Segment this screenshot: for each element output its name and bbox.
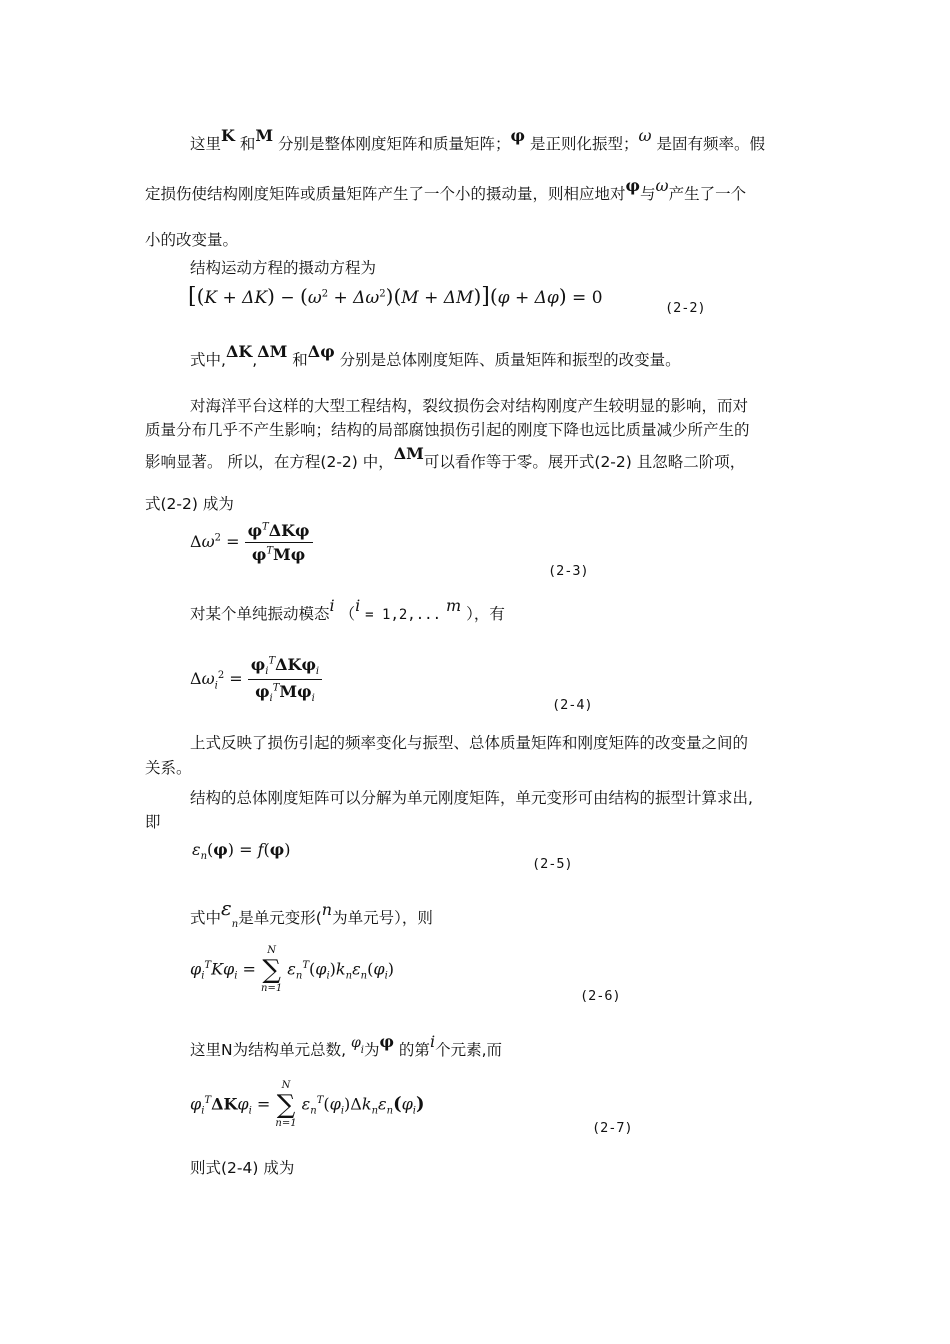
equation-2-7: $\varphi_i^T\Delta K\varphi_i$ = N ∑ n=1 $\varepsilon_n^T(\varphi_i)\Delta k_n\varepsilon_n(\varphi_i)$ bbox=[190, 1080, 425, 1129]
text: 分别是整体刚度矩阵和质量矩阵； bbox=[278, 135, 511, 153]
text: 和 bbox=[239, 135, 256, 153]
text: 是单元变形( bbox=[238, 909, 322, 927]
equation-number: (2-3) bbox=[548, 563, 589, 579]
symbol-delta-M: ΔM bbox=[257, 342, 288, 361]
para-9: 这里N为结构单元总数, $\varphi_i$为φ 的第i个元素,而 bbox=[190, 1032, 502, 1059]
text: 为 bbox=[363, 1041, 380, 1059]
text: ），有 bbox=[466, 605, 505, 623]
para-1-line-1 bbox=[190, 126, 765, 154]
text: 和 bbox=[292, 351, 308, 369]
text: 对某个单纯振动模态 bbox=[190, 605, 330, 623]
text: , bbox=[252, 351, 258, 369]
symbol-delta-phi: Δφ bbox=[307, 342, 335, 361]
text: 分别是总体刚度矩阵、质量矩阵和振型的改变量。 bbox=[339, 351, 681, 369]
symbol-i: i bbox=[429, 1032, 436, 1051]
symbol-i: i bbox=[355, 596, 361, 615]
text: 是固有频率。假 bbox=[656, 135, 765, 153]
equation-number: (2-2) bbox=[665, 300, 706, 316]
text: 为单元号），则 bbox=[332, 909, 433, 927]
para-8 bbox=[190, 896, 433, 935]
text: 产生了一个 bbox=[668, 185, 747, 203]
text: 这里 bbox=[190, 135, 222, 153]
text: 这里N为结构单元总数, bbox=[190, 1041, 347, 1059]
symbol-phi: φ bbox=[625, 176, 640, 195]
symbol-K: K bbox=[221, 126, 235, 145]
para-1-line-2 bbox=[145, 176, 747, 204]
text: = 1,2,... bbox=[365, 607, 442, 623]
equation-2-3: $\Delta\omega^2$ = $\frac{\varphi^T\Delta K\varphi}{\varphi^TM\varphi}$ bbox=[190, 521, 313, 564]
para-5 bbox=[190, 596, 505, 625]
para-3 bbox=[190, 342, 681, 370]
text: 式中 bbox=[190, 909, 222, 927]
para-7-line-2: 即 bbox=[145, 813, 161, 831]
symbol-omega: ω bbox=[638, 126, 652, 145]
symbol-delta-K: ΔK bbox=[225, 342, 253, 361]
text: （ bbox=[339, 605, 356, 623]
para-1-line-3: 小的改变量。 bbox=[145, 231, 239, 249]
symbol-m: m bbox=[445, 596, 462, 615]
equation-number: (2-5) bbox=[532, 856, 573, 872]
equation-number: (2-7) bbox=[592, 1120, 633, 1136]
text: 个元素,而 bbox=[435, 1041, 502, 1059]
equation-number: (2-6) bbox=[580, 988, 621, 1004]
symbol-phi-i: φ bbox=[350, 1035, 361, 1051]
text: 式中, bbox=[190, 351, 226, 369]
para-6-line-2: 关系。 bbox=[145, 759, 192, 777]
para-7-line-1: 结构的总体刚度矩阵可以分解为单元刚度矩阵，单元变形可由结构的振型计算求出, bbox=[190, 789, 753, 807]
equation-2-2: $[(K + \Delta K) - (\omega^2 + \Delta\omega^2)(M + \Delta M)](\varphi + \Delta\varphi) = 0$ bbox=[188, 284, 603, 309]
symbol-epsilon: ε bbox=[221, 896, 232, 920]
symbol-phi: φ bbox=[379, 1032, 394, 1051]
para-4-line-2: 质量分布几乎不产生影响；结构的局部腐蚀损伤引起的刚度下降也远比质量减少所产生的 bbox=[145, 421, 750, 439]
text: 与 bbox=[640, 185, 656, 203]
symbol-omega: ω bbox=[655, 176, 669, 195]
symbol-n: n bbox=[321, 900, 333, 919]
symbol-i: i bbox=[329, 596, 335, 615]
equation-number: (2-4) bbox=[552, 697, 593, 713]
symbol-phi: φ bbox=[510, 126, 526, 145]
symbol-n: n bbox=[231, 919, 239, 931]
equation-2-6: $\varphi_i^TK\varphi_i$ = N ∑ n=1 $\varepsilon_n^T(\varphi_i)k_n\varepsilon_n(\varphi_i)$ bbox=[190, 945, 395, 994]
para-4-line-3 bbox=[145, 444, 746, 472]
equation-2-4: $\Delta\omega_i^2$ = $\frac{\varphi_i^T\Delta K\varphi_i}{\varphi_i^TM\varphi_i}$ bbox=[190, 655, 322, 704]
symbol-M: M bbox=[255, 126, 274, 145]
para-10: 则式(2-4) 成为 bbox=[190, 1159, 295, 1177]
text: 定损伤使结构刚度矩阵或质量矩阵产生了一个小的摄动量，则相应地对 bbox=[145, 185, 626, 203]
symbol-delta-M: ΔM bbox=[393, 444, 424, 463]
text: 影响显著。 所以，在方程(2-2) 中， bbox=[145, 453, 394, 471]
para-6-line-1: 上式反映了损伤引起的频率变化与振型、总体质量矩阵和刚度矩阵的改变量之间的 bbox=[190, 734, 749, 752]
text: 可以看作等于零。展开式(2-2) 且忽略二阶项， bbox=[423, 453, 746, 471]
text: 的第 bbox=[398, 1041, 430, 1059]
para-2: 结构运动方程的摄动方程为 bbox=[190, 259, 377, 277]
text: 是正则化振型； bbox=[529, 135, 639, 153]
para-4-line-4: 式(2-2) 成为 bbox=[145, 495, 234, 513]
equation-2-5: $\varepsilon_n(\varphi) = f(\varphi)$ bbox=[192, 840, 291, 863]
para-4-line-1: 对海洋平台这样的大型工程结构，裂纹损伤会对结构刚度产生较明显的影响，而对 bbox=[190, 397, 749, 415]
